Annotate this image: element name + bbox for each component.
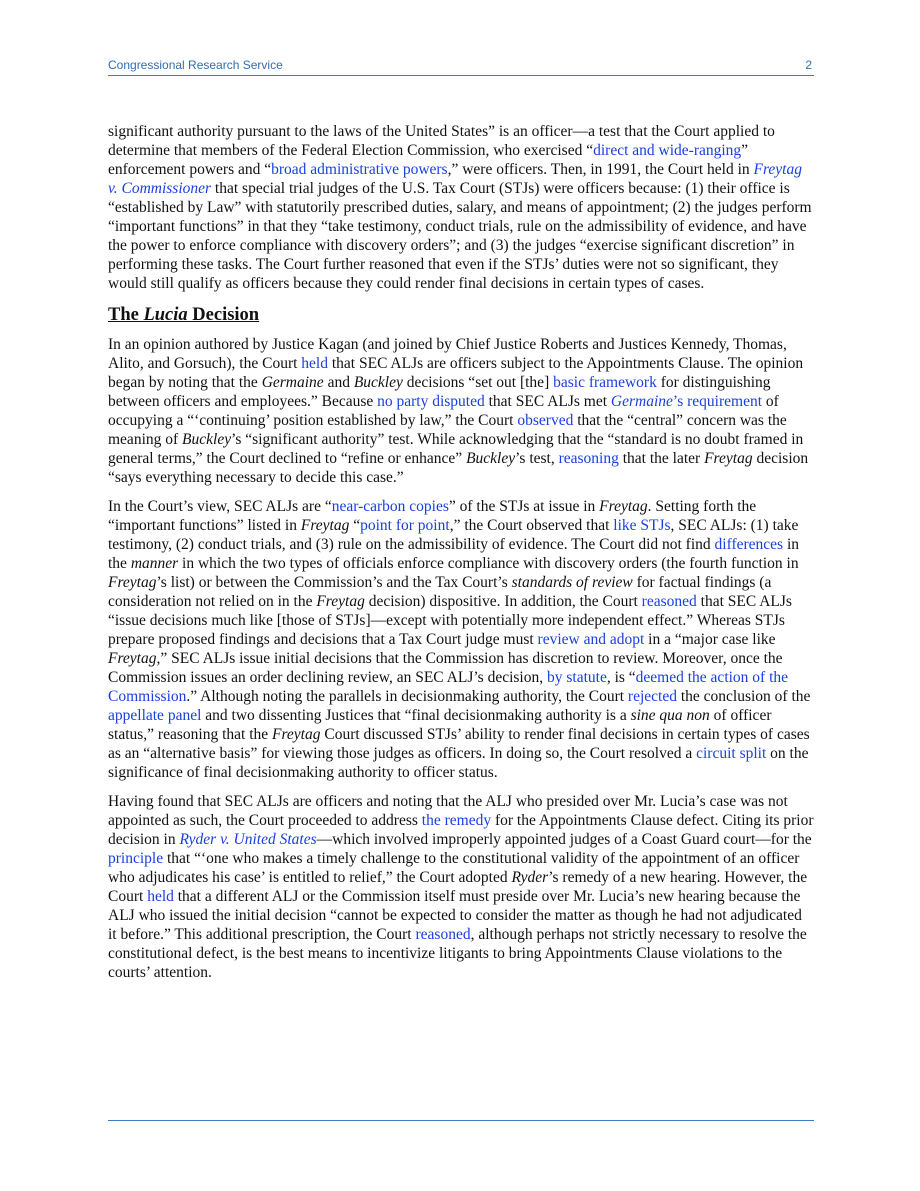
italic-text: Ryder xyxy=(511,869,549,886)
text-run: that the later xyxy=(618,450,705,467)
text-run: ,” the Court observed that xyxy=(449,517,614,534)
hyperlink[interactable]: review and adopt xyxy=(537,631,645,648)
text-run: in a “major case like xyxy=(644,631,776,648)
hyperlink[interactable]: circuit split xyxy=(696,745,767,762)
section-heading-italic: Lucia xyxy=(143,305,188,325)
section-heading xyxy=(108,303,814,327)
italic-text: standards of review xyxy=(511,574,633,591)
hyperlink[interactable]: held xyxy=(301,355,328,372)
hyperlink[interactable]: basic framework xyxy=(553,374,657,391)
text-run: ’s remedy of a new hearing. However, the Court xyxy=(108,869,808,905)
text-run: —which involved improperly appointed judges of a Coast Guard court—for the xyxy=(316,831,812,848)
text-run: of officer status,” reasoning that the xyxy=(108,707,772,743)
text-run: the conclusion of the xyxy=(676,688,811,705)
text-run: on the significance of final decisionmaking authority to officer status. xyxy=(108,745,809,781)
text-run: ’s “significant authority” test. While acknowledging that the “standard is no doubt framed in general terms,” the Court declined to “refine or enhance” xyxy=(108,431,804,467)
italic-text: Buckley xyxy=(353,374,403,391)
text-run: , although perhaps not strictly necessary to resolve the constitutional defect, is the best means to incentivize litigants to bring Appointments Clause violations to the courts’ attention. xyxy=(108,926,807,981)
text-run: that SEC ALJs are officers subject to the Appointments Clause. The opinion began by noting that the xyxy=(108,355,804,391)
text-run: for factual findings (a consideration not relied on in the xyxy=(108,574,772,610)
text-run: decision “says everything necessary to decide this case.” xyxy=(108,450,809,486)
hyperlink[interactable]: deemed the action of the Commission xyxy=(108,669,789,705)
text-run: that SEC ALJs met xyxy=(484,393,611,410)
italic-text: sine qua non xyxy=(630,707,710,724)
text-run: of occupying a “‘continuing’ position established by law,” the Court xyxy=(108,393,779,429)
hyperlink[interactable]: observed xyxy=(517,412,574,429)
hyperlink[interactable]: Ryder v. United States xyxy=(179,831,317,848)
italic-text: Freytag xyxy=(316,593,365,610)
page-header xyxy=(108,57,814,76)
header-organization: Congressional Research Service xyxy=(108,58,283,72)
text-run: decisions “set out [the] xyxy=(402,374,554,391)
text-run: In the Court’s view, SEC ALJs are “ xyxy=(108,498,332,515)
hyperlink[interactable]: differences xyxy=(714,536,784,553)
text-run: ,” SEC ALJs issue initial decisions that the Commission has discretion to review. Moreover, once the Commission issues an order declining review, an SEC ALJ’s decision, xyxy=(108,650,783,686)
hyperlink[interactable]: Germaine xyxy=(610,393,673,410)
hyperlink[interactable]: principle xyxy=(108,850,164,867)
text-run: for distinguishing between officers and employees.” Because xyxy=(108,374,771,410)
hyperlink[interactable]: broad administrative powers xyxy=(271,161,448,178)
text-run: that the “central” concern was the meaning of xyxy=(108,412,787,448)
text-run: In an opinion authored by Justice Kagan (and joined by Chief Justice Roberts and Justices Kennedy, Thomas, Alito, and Gorsuch), the Court xyxy=(108,336,787,372)
italic-text: Freytag xyxy=(108,574,157,591)
text-run: ” of the STJs at issue in xyxy=(448,498,600,515)
hyperlink[interactable]: no party disputed xyxy=(377,393,485,410)
italic-text: Buckley xyxy=(466,450,516,467)
hyperlink[interactable]: the remedy xyxy=(421,812,492,829)
hyperlink[interactable]: direct and wide-ranging xyxy=(593,142,742,159)
text-run: . Setting forth the “important functions” listed in xyxy=(108,498,757,534)
italic-text: Buckley xyxy=(182,431,232,448)
text-run: , SEC ALJs: (1) take testimony, (2) conduct trials, and (3) rule on the admissibility of evidence. The Court did not find xyxy=(108,517,799,553)
paragraph xyxy=(108,792,814,982)
section-heading-post: Decision xyxy=(187,305,260,325)
italic-text: Freytag xyxy=(272,726,321,743)
hyperlink[interactable]: like STJs xyxy=(613,517,671,534)
text-run: that a different ALJ or the Commission itself must preside over Mr. Lucia’s new hearing because the ALJ who issued the initial decision “cannot be expected to consider the matter as though he had not adjudicated it before.” This additional prescription, the Court xyxy=(108,888,802,943)
text-run: in the xyxy=(108,536,800,572)
italic-text: manner xyxy=(130,555,179,572)
text-run: that SEC ALJs “issue decisions much like [those of STJs]—except with potentially more independent effect.” Whereas STJs prepare proposed findings and decisions that a Tax Court judge must xyxy=(108,593,792,648)
hyperlink[interactable]: ’s requirement xyxy=(672,393,763,410)
hyperlink[interactable]: rejected xyxy=(627,688,677,705)
hyperlink[interactable]: reasoned xyxy=(415,926,471,943)
text-run: .” Although noting the parallels in decisionmaking authority, the Court xyxy=(186,688,628,705)
text-run: decision) dispositive. In addition, the Court xyxy=(364,593,642,610)
hyperlink[interactable]: Freytag v. Commissioner xyxy=(108,161,802,197)
paragraph xyxy=(108,497,814,782)
text-run: ,” were officers. Then, in 1991, the Court held in xyxy=(447,161,754,178)
page-number: 2 xyxy=(805,58,812,72)
text-run: and xyxy=(323,374,354,391)
footer-rule xyxy=(108,1120,814,1121)
hyperlink[interactable]: appellate panel xyxy=(108,707,202,724)
text-run: and two dissenting Justices that “final decisionmaking authority is a xyxy=(201,707,631,724)
text-run: Court discussed STJs’ ability to render final decisions in certain types of cases as an “alternative basis” for viewing those judges as officers. In doing so, the Court resolved a xyxy=(108,726,810,762)
paragraph xyxy=(108,122,814,293)
document-body xyxy=(108,122,814,992)
text-run: ’s list) or between the Commission’s and the Tax Court’s xyxy=(156,574,512,591)
hyperlink[interactable]: point for point xyxy=(360,517,450,534)
text-run: Having found that SEC ALJs are officers and noting that the ALJ who presided over Mr. Lucia’s case was not appointed as such, the Court proceeded to address xyxy=(108,793,788,829)
text-run: ” enforcement powers and “ xyxy=(108,142,749,178)
text-run: ’s test, xyxy=(515,450,559,467)
hyperlink[interactable]: reasoned xyxy=(641,593,697,610)
text-run: in which the two types of officials enforce compliance with discovery orders (the fourth function in xyxy=(178,555,799,572)
hyperlink[interactable]: near-carbon copies xyxy=(331,498,449,515)
section-heading-pre: The xyxy=(108,305,144,325)
hyperlink[interactable]: held xyxy=(147,888,174,905)
text-run: significant authority pursuant to the laws of the United States” is an officer—a test that the Court applied to determine that members of the Federal Election Commission, who exercised “ xyxy=(108,123,775,159)
paragraph xyxy=(108,335,814,487)
italic-text: Freytag xyxy=(108,650,157,667)
italic-text: Freytag xyxy=(300,517,350,534)
hyperlink[interactable]: by statute xyxy=(546,669,607,686)
text-run: “ xyxy=(349,517,361,534)
italic-text: Germaine xyxy=(261,374,324,391)
italic-text: Freytag xyxy=(704,450,753,467)
hyperlink[interactable]: reasoning xyxy=(558,450,619,467)
text-run: that “‘one who makes a timely challenge to the constitutional validity of the appointment of an officer who adjudicates his case’ is entitled to relief,” the Court adopted xyxy=(108,850,800,886)
text-run: that special trial judges of the U.S. Tax Court (STJs) were officers because: (1) their office is “established by Law” with statutorily prescribed duties, salary, and means of appointment; (2) the judges perform “important functions” in that they “take testimony, conduct trials, rule on the admissibility of evidence, and have the power to enforce compliance with discovery orders”; and (3) the judges “exercise significant discretion” in performing these tasks. The Court further reasoned that even if the STJs’ duties were not so significant, they would still qualify as officers because they could render final decisions in certain types of cases. xyxy=(108,180,812,292)
text-run: , is “ xyxy=(606,669,636,686)
italic-text: Freytag xyxy=(599,498,648,515)
text-run: for the Appointments Clause defect. Citing its prior decision in xyxy=(108,812,814,848)
